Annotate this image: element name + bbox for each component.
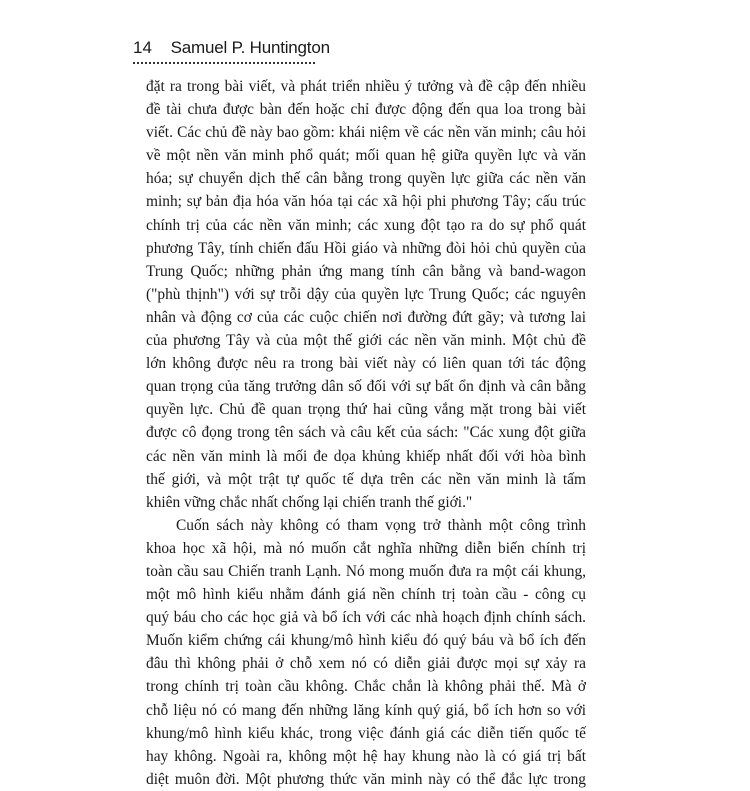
text-line: khoa học xã hội, mà nó muốn cắt nghĩa những diễn biến chính trị: [146, 539, 586, 557]
text-line: Trung Quốc; những phản ứng mang tính cân bằng và band-wagon: [146, 262, 586, 280]
paragraph-1: [146, 75, 586, 514]
text-line: khung/mô hình kiểu khác, trong việc đánh giá các diễn tiến quốc tế: [146, 724, 586, 742]
text-line: lớn không được nêu ra trong bài viết này có liên quan tới tác động: [146, 355, 586, 373]
body-text: [146, 75, 586, 791]
text-line: được cô đọng trong tên sách và câu kết của sách: "Các xung đột giữa: [146, 424, 586, 442]
header-dotted-rule: [133, 62, 315, 64]
text-line: minh; sự bản địa hóa văn hóa tại các xã hội phi phương Tây; cấu trúc: [146, 193, 586, 211]
text-line: Cuốn sách này không có tham vọng trở thành một công trình: [176, 516, 586, 534]
text-line: nhân và động cơ của các cuộc chiến nơi đường đứt gãy; và tương lai: [146, 308, 586, 326]
text-line: đâu thì không phải ở chỗ xem nó có diễn giải được mọi sự xảy ra: [146, 655, 586, 673]
text-line: các nền văn minh là mối đe dọa khủng khiếp nhất đối với hòa bình: [146, 447, 586, 465]
text-line: thế giới, và một trật tự quốc tế dựa trên các nền văn minh là tấm: [146, 470, 586, 488]
text-line: chính trị của các nền văn minh; các xung đột tạo ra do sự phổ quát: [146, 216, 586, 234]
text-line: Muốn kiểm chứng cái khung/mô hình kiểu đó quý báu và bổ ích đến: [146, 632, 586, 650]
text-line: ("phù thịnh") với sự trỗi dậy của quyền lực Trung Quốc; các nguyên: [146, 285, 586, 303]
text-line: một mô hình kiểu nhằm đánh giá nền chính trị toàn cầu - công cụ: [146, 586, 586, 604]
text-line: phương Tây, tính chiến đấu Hồi giáo và những đòi hỏi chủ quyền của: [146, 239, 586, 257]
text-line: viết. Các chủ đề này bao gồm: khái niệm về các nền văn minh; câu hỏi: [146, 124, 586, 142]
running-head: [133, 38, 330, 58]
text-line: hóa; sự chuyển dịch thế cân bằng trong quyền lực giữa các nền văn: [146, 170, 586, 188]
text-line: hay không. Ngoài ra, không một hệ hay khung nào là có giá trị bất: [146, 747, 586, 765]
text-line: về một nền văn minh phổ quát; mối quan hệ giữa quyền lực và văn: [146, 147, 586, 165]
text-line: trong chính trị toàn cầu không. Chắc chắn là không phải thế. Mà ở: [146, 678, 586, 696]
text-line: quý báu cho các học giả và bổ ích với các nhà hoạch định chính sách.: [146, 609, 586, 627]
text-line: đề tài chưa được bàn đến hoặc chỉ được động đến qua loa trong bài: [146, 101, 586, 119]
text-line: toàn cầu sau Chiến tranh Lạnh. Nó mong muốn đưa ra một cái khung,: [146, 562, 586, 580]
text-line: chỗ liệu nó có mang đến những lăng kính quý giá, bổ ích hơn so với: [146, 701, 586, 719]
text-line: khiên vững chắc nhất chống lại chiến tranh thế giới.": [146, 493, 473, 511]
text-line: diệt muôn đời. Một phương thức văn minh này có thể đắc lực trong: [146, 770, 586, 788]
text-line: đặt ra trong bài viết, và phát triển nhiều ý tưởng và đề cập đến nhiều: [146, 78, 586, 95]
text-line: quyền lực. Chủ đề quan trọng thứ hai cũng vắng mặt trong bài viết: [146, 401, 586, 419]
paragraph-2: [146, 514, 586, 791]
text-line: của phương Tây và của một thế giới các nền văn minh. Một chủ đề: [146, 332, 586, 350]
author-name: Samuel P. Huntington: [170, 38, 330, 57]
page-number: 14: [133, 38, 152, 57]
text-line: quan trọng của tăng trưởng dân số đối với sự bất ổn định và cân bằng: [146, 378, 586, 396]
